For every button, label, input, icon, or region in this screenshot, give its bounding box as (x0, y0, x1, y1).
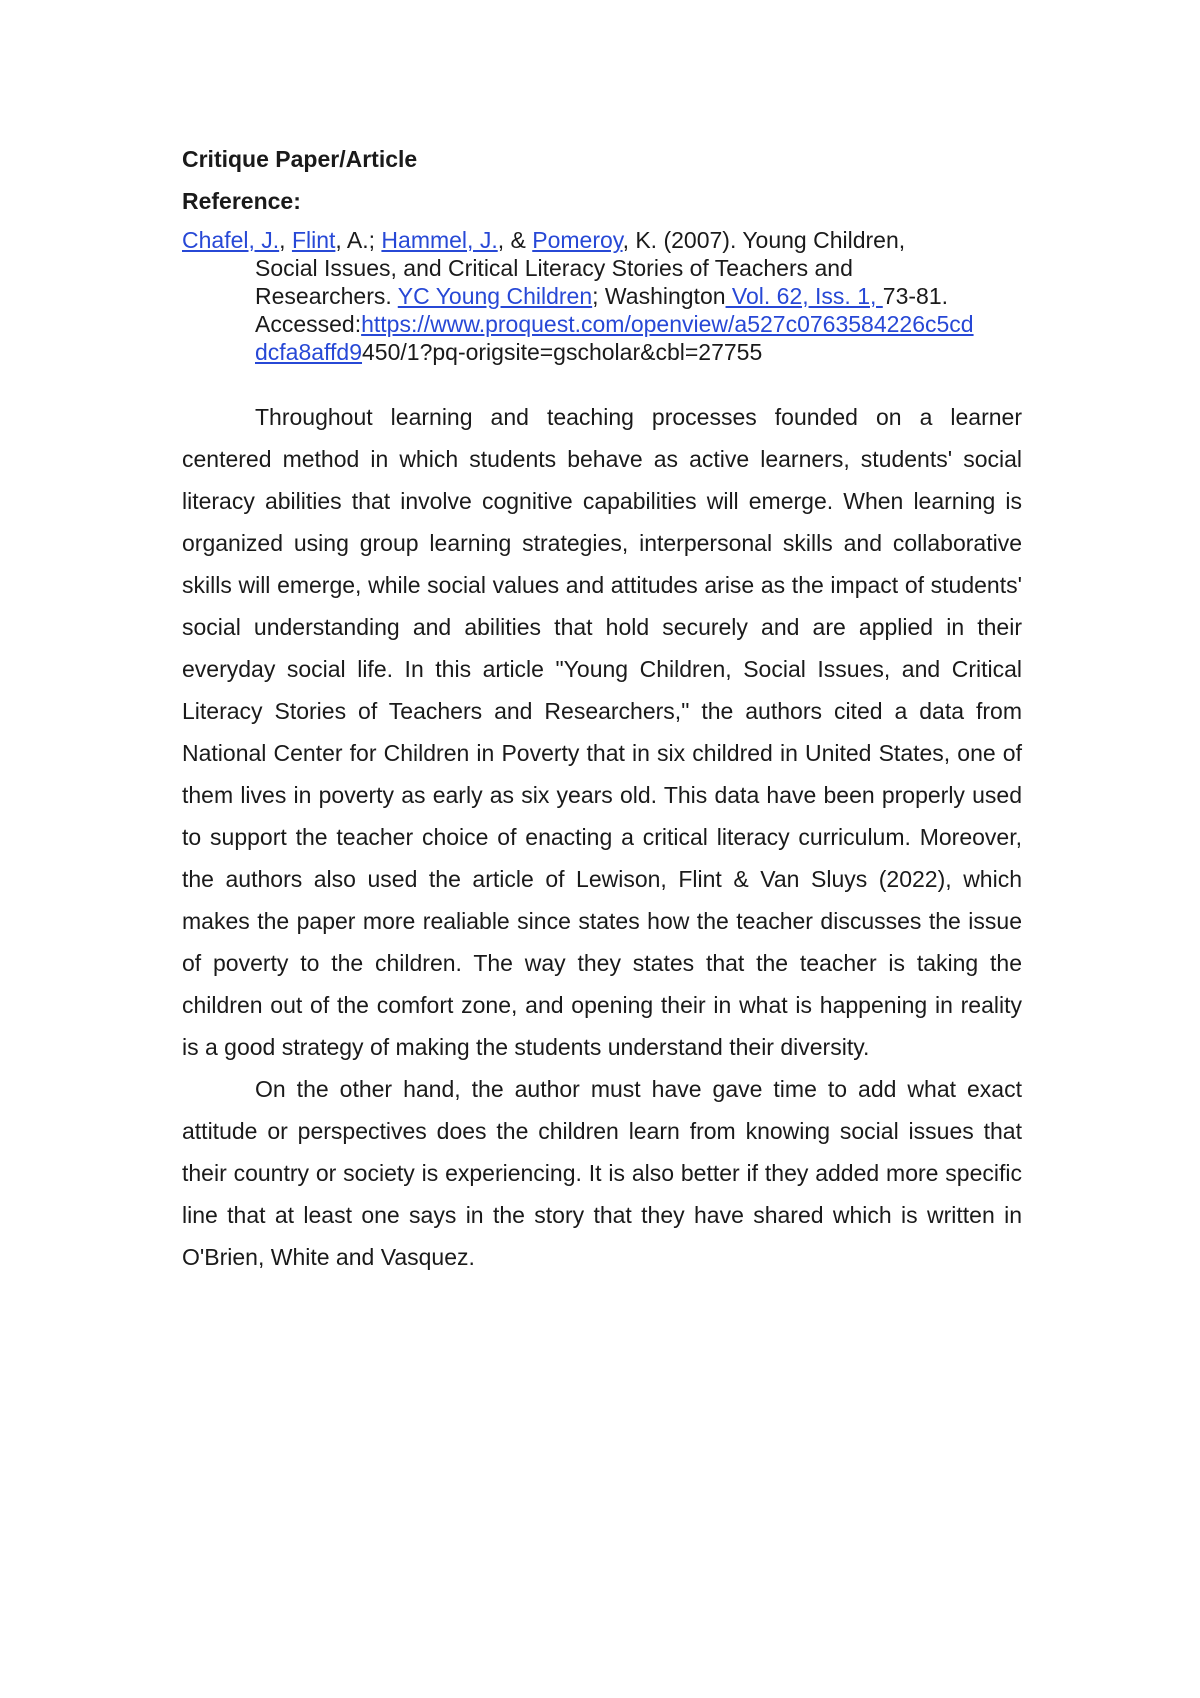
author-link-chafel[interactable]: Chafel, J. (182, 227, 280, 253)
critique-body (182, 396, 1022, 1278)
url-rest: 450/1?pq-origsite=gscholar&cbl=27755 (362, 339, 763, 365)
reference-separator: , (279, 227, 292, 253)
reference-pages: 73-81. (882, 283, 948, 309)
reference-line-2: Social Issues, and Critical Literacy Stories of Teachers and (255, 255, 853, 281)
document-content (182, 144, 1022, 1278)
reference-citation (182, 226, 1022, 366)
url-link-part-1[interactable]: https://www.proquest.com/openview/a527c0763584226c5cd (361, 311, 974, 337)
reference-separator: , & (497, 227, 533, 253)
reference-line-5 (182, 338, 1022, 366)
reference-location: ; Washington (592, 283, 726, 309)
url-link-part-2[interactable]: dcfa8affd9 (255, 339, 363, 365)
paragraph-1: Throughout learning and teaching processes founded on a learner centered method in which students behave as active learners, students' social literacy abilities that involve cognitive capabilities will emerge. When learning is organized using group learning strategies, interpersonal skills and collaborative skills will emerge, while social values and attitudes arise as the impact of students' social understanding and abilities that hold securely and are applied in their everyday social life. In this article "Young Children, Social Issues, and Critical Literacy Stories of Teachers and Researchers," the authors cited a data from National Center for Children in Poverty that in six childred in United States, one of them lives in poverty as early as six years old. This data have been properly used to support the teacher choice of enacting a critical literacy curriculum. Moreover, the authors also used the article of Lewison, Flint & Van Sluys (2022), which makes the paper more realiable since states how the teacher discusses the issue of poverty to the children. The way they states that the teacher is taking the children out of the comfort zone, and opening their in what is happening in reality is a good strategy of making the students understand their diversity. (182, 404, 1022, 1060)
author-link-pomeroy[interactable]: Pomeroy (532, 227, 623, 253)
paragraph-2: On the other hand, the author must have gave time to add what exact attitude or perspectives does the children learn from knowing social issues that their country or society is experiencing. It is also better if they added more specific line that at least one says in the story that they have shared which is written in O'Brien, White and Vasquez. (182, 1076, 1022, 1270)
reference-line-1 (182, 226, 1022, 254)
reference-separator: , A.; (335, 227, 382, 253)
volume-link[interactable]: Vol. 62, Iss. 1, (725, 283, 883, 309)
reference-line-4 (182, 310, 1022, 338)
reference-line-3 (182, 282, 1022, 310)
reference-heading: Reference: (182, 188, 301, 214)
reference-title-end: Researchers. (255, 283, 398, 309)
document-title: Critique Paper/Article (182, 146, 418, 172)
accessed-label: Accessed: (255, 311, 362, 337)
reference-year-title: , K. (2007). Young Children, (622, 227, 906, 253)
author-link-hammel[interactable]: Hammel, J. (381, 227, 498, 253)
journal-link[interactable]: YC Young Children (397, 283, 593, 309)
author-link-flint[interactable]: Flint (291, 227, 336, 253)
